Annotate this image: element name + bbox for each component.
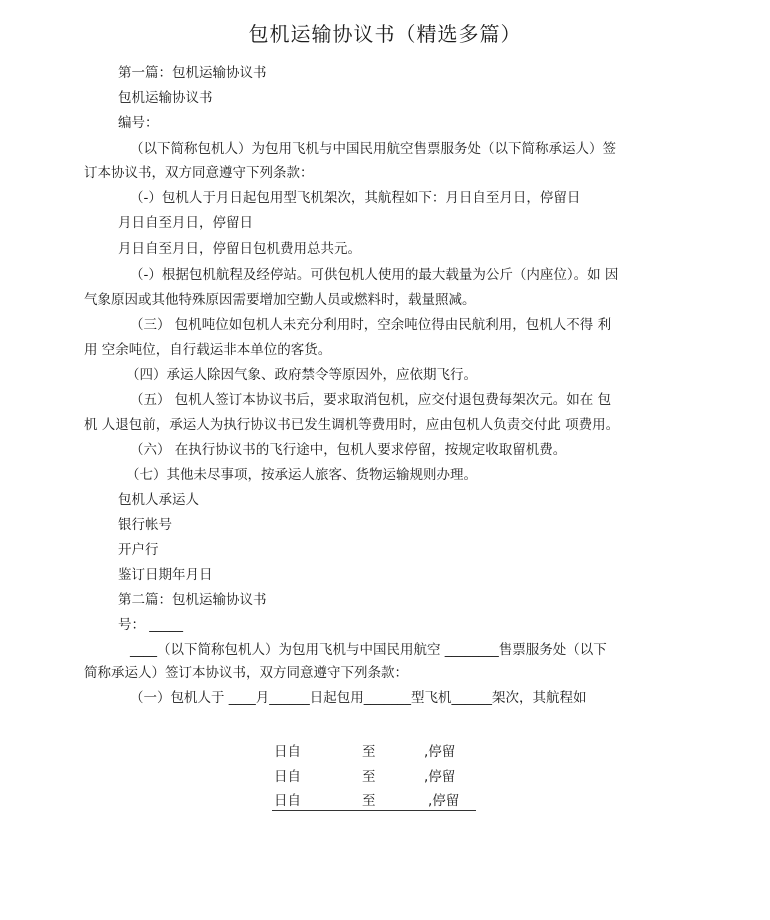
clause2-line1: （-）根据包机航程及经停站。可供包机人使用的最大载量为公斤（内座位）。如 因 xyxy=(130,267,619,283)
clause1-line2: 月日自至月日，停留日 xyxy=(118,215,253,231)
route-day: 日自 xyxy=(274,769,301,785)
clause3-line1: （三） 包机吨位如包机人未充分利用时，空余吨位得由民航利用，包机人不得 利 xyxy=(130,317,612,333)
route-day: 日自 xyxy=(274,793,301,809)
clause4-line: （四）承运人除因气象、政府禁令等原因外，应依期飞行。 xyxy=(126,367,477,383)
clause7-line: （七）其他未尽事项，按承运人旅客、货物运输规则办理。 xyxy=(126,467,477,483)
route-to: 至 xyxy=(362,769,376,785)
section1-intro-line1: （以下简称包机人）为包用飞机与中国民用航空售票服务处（以下简称承运人）签 xyxy=(130,141,616,157)
section1-heading: 第一篇：包机运输协议书 xyxy=(118,65,267,81)
clause5-line2: 机 人退包前，承运人为执行协议书已发生调机等费用时，应由包机人负责交付此 项费用。 xyxy=(84,417,620,433)
bank-account-line: 银行帐号 xyxy=(118,517,172,533)
section2-intro-line2: 简称承运人）签订本协议书，双方同意遵守下列条款： xyxy=(84,665,408,681)
section2-heading: 第二篇：包机运输协议书 xyxy=(118,592,267,608)
clause5-line1: （五） 包机人签订本协议书后，要求取消包机，应交付退包费每架次元。如在 包 xyxy=(130,392,612,408)
section1-number-label: 编号： xyxy=(118,115,159,131)
section2-clause1-line: （一）包机人于 ____月______日起包用_______型飞机______架次，其航程如 xyxy=(130,690,587,706)
route-underline xyxy=(272,810,476,811)
section1-intro-line2: 订本协议书，双方同意遵守下列条款： xyxy=(84,165,314,181)
document-title: 包机运输协议书（精选多篇） xyxy=(248,22,522,46)
section1-doc-title: 包机运输协议书 xyxy=(118,90,213,106)
bank-line: 开户行 xyxy=(118,542,159,558)
route-stay: ,停留 xyxy=(424,769,456,785)
clause3-line2: 用 空余吨位，自行载运非本单位的客货。 xyxy=(84,342,332,358)
route-stay: ,停留 xyxy=(424,744,456,760)
section2-intro-line1: ____（以下简称包机人）为包用飞机与中国民用航空 ________售票服务处（以下 xyxy=(130,642,607,658)
route-stay: ,停留 xyxy=(428,793,460,809)
clause6-line: （六） 在执行协议书的飞行途中，包机人要求停留，按规定收取留机费。 xyxy=(130,442,567,458)
section2-number-label: 号： _____ xyxy=(118,617,184,633)
route-to: 至 xyxy=(362,744,376,760)
route-day: 日自 xyxy=(274,744,301,760)
clause1-line1: （-）包机人于月日起包用型飞机架次，其航程如下：月日自至月日，停留日 xyxy=(130,190,581,206)
clause1-line3: 月日自至月日，停留日包机费用总共元。 xyxy=(118,241,361,257)
route-to: 至 xyxy=(362,793,376,809)
signatories-line: 包机人承运人 xyxy=(118,492,199,508)
clause2-line2: 气象原因或其他特殊原因需要增加空勤人员或燃料时，载量照减。 xyxy=(84,292,476,308)
signed-date-line: 鉴订日期年月日 xyxy=(118,567,213,583)
